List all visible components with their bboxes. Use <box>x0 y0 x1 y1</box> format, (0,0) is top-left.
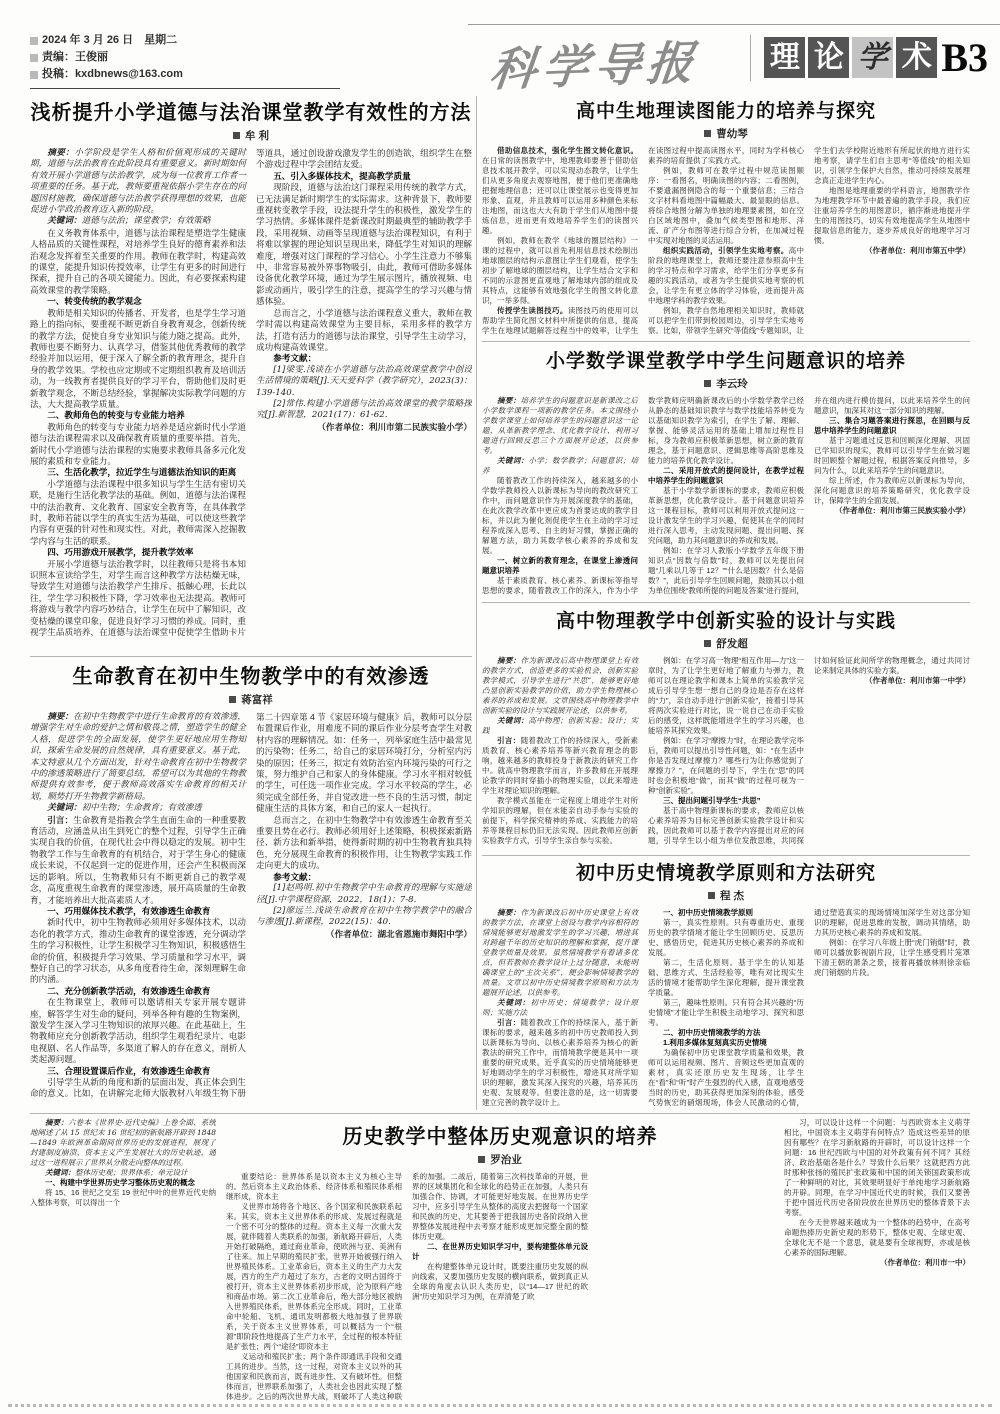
abstract-paragraph: 摘要：作为新课改后初中历史课堂上有效的教学方法，在课堂上创设与教学内容相符的情境能够更好地激发学生的学习兴趣，增进其对跨越千年的历史知识的理解和掌握，提升课堂教学质量及效果。虽然情境教学有着诸多优点，但若教师在教学设计上过分随意，未能明确课堂上的“主次关系”，便会影响情境教学的质量。文章以初中历史情境教学原则和方法为题展开论述，以供参考。 <box>482 908 639 997</box>
article-body <box>482 146 970 344</box>
bullet-square-icon <box>30 54 38 62</box>
section-char-box: 学 <box>852 37 893 78</box>
editor-text: 责编：王俊丽 <box>42 51 108 63</box>
abstract-paragraph: 摘要：六卷本《世界史·近代史编》上卷全面、系统地阐述了从 15 世纪末 16 世纪初的新航路开辟到 1848—1849 年欧洲革命期间世界历史的发展进程，展现了封建制度崩溃、资本主义产生发展壮大的历史轨迹，通过这一进程展示了世界从分散走向整体的过程。 <box>30 1118 216 1167</box>
article-body <box>482 396 970 602</box>
author-name: 程 杰 <box>720 890 744 902</box>
bullet-square-icon <box>30 71 38 79</box>
sub-section-heading: 1.利用多媒体复刻真实历史情境 <box>663 1038 767 1047</box>
body-paragraph: 在今天世界越来越成为一个整体的趋势中，在高考命题热捧历史新史观的形势下，整体史观、全球史观、全球化无不是一个意思，就是要有全球视野，亦或是核心素养的国际理解。 <box>784 1218 970 1257</box>
body-paragraph: 义运动和殖民扩张；两个条件即通讯手段和交通工具的进步。当然，这一过程，对资本主义以外的其他国家和民族而言，既有进步性、又有破坏性。但整体而言，世界联系加强了，人类社会也因此实现了整体进步。之后的两次世界大战，则破坏了人类这种联系的加强。二战后，随着第三次科技革命的开展，世界的区域集团化和全球化的趋势正在加强，人类只有加强合作、协调，才可能更好地发展。在世界历史学习中，应多引导学生从整体的高度去把握每一个国家和民族的历史，尤其要善于把我国历史各阶段纳入世界整体发展进程中去考察才能形成更加完整全面的整体历史观。 <box>226 1172 588 1401</box>
article-center <box>226 1118 774 1404</box>
section-heading: 一、构建中学世界历史学习整体历史观的概念 <box>45 1178 195 1187</box>
body-paragraph: 引言：随着教改工作的持续深入，受新素质教育、核心素养培养等新兴教育理念的影响，越来越多的教师投身于新教法的研究工作中。就高中物理教学而言，许多教师在开展理论教学的同时穿插小的物理实验，以此来增进学生对理论知识的理解。 <box>482 736 639 795</box>
author-name: 罗治业 <box>490 1154 522 1166</box>
article-biology-life-education <box>30 660 472 1110</box>
body-paragraph: 基于习题通过反思和回顾深化理解、巩固已学知识的现实，教师可以引导学生在做习题时回顾整个解题过程，根据答案反向推导，多问为什么，以此来培养学生的问题意识。 <box>814 436 970 475</box>
body-paragraph: 引导学生从新的角度和新的层面出发，真正体会到生命的意义。比如，在讲解完北师大版教材八年级生物下册第二十四章第 4 节《家居环境与健康》后，教师可以分层布置课后作业，用难度不同的课后作业分层考查学生对教材内容的理解情况。如：任务一，列举家庭生活中最常见的污染物；任务二，给自己的家居环境打分，分析室内污染的原因；任务三，拟定有效防治室内环境污染的可行之策，努力维护自己和家人的身体健康。学习水平相对较低的学生，可任选一项作业完成。学习水平较高的学生，必须完成全部任务，并自觉改进一些不良的生活习惯，制定健康生活的具体方案，和自己的家人一起执行。 <box>30 712 472 1099</box>
section-heading: 三、集合习题答案进行探思，在回顾与反思中培养学生的问题意识 <box>814 416 970 435</box>
body-paragraph: 地图是地理重要的学科语言，地图教学作为地理教学环节中最普遍的教学手段，我们应注重培养学生的用图意识，循序渐进地提升学生的用图技巧，切实有效地提高学生从地图中提取信息的能力，逐步养成良好的地理学习习惯。 <box>814 186 970 245</box>
article-title: 高中物理教学中创新实验的设计与实践 <box>555 611 896 632</box>
author-affiliation: （作者单位：利川市第三民族实验小学） <box>835 506 970 515</box>
body-paragraph: 开展小学道德与法治教学时，以往教师只是将书本知识照本宣读给学生，对学生而言这种教学方法枯燥无味，导致学生对道德与法治教学产生排斥、抵触心理，长此以往，学生学习积极性下降，学习效率也无法提高。教师可将游戏与教学内容巧妙结合，让学生在玩中了解知识，改变枯燥的课堂印象，促进良好学习习惯的养成。同时，重视学生品质培养，在道德与法治课堂中促使学生借助卡片等道具，通过创设游戏激发学生的创造欲，组织学生在整个游戏过程中学会团结友爱。 <box>30 148 472 638</box>
body-paragraph: 在构建整体单元设计时，既要注重历史发展的纵向线索，又要加强历史发展的横向联系，做到真正从全球的角度去认识人类历史，以“14—17 世纪的欧洲”历史知识学习为例，在弄清楚了欧 <box>412 1262 588 1301</box>
article-holistic-history-view <box>30 1118 970 1400</box>
submission-line <box>30 66 340 83</box>
body-paragraph: 例如：在学习人教版小学数学五年级下册知识点“因数与倍数”时，教师可以先提出问题“几乘以几等于 12？”“什么是因数？什么是倍数？”，此后引导学生回顾问题，鼓励其以小组为单位围绕“教师所提的问题及答案”进行提问，并在组内进行模仿提问，以此来培养学生的问题意识，加深其对这一部分知识的理解。 <box>648 396 970 595</box>
body-paragraph: 传授学生读图技巧。读图技巧的使用可以帮助学生简化图文材料中所提供的信息，提高学生在地理试题解答过程当中的效率，让学生在读图过程中提高读图水平，同时为学科核心素养的培育提供了实践方式。 <box>482 146 804 335</box>
body-paragraph: 例如：在学习八年级上册“虎门销烟”时，教师可以播放影视剧片段，让学生感受鸦片笼罩下清王朝的萧条之景，接着再播放林则徐亲临虎门销烟的片段。 <box>814 938 970 977</box>
body-paragraph: 随着教改工作的持续深入，越来越多的小学数学教师投入以新课标为导向的教改研究工作中，而问题意识作为开展深度教学的基础，在此次教学改革中更应成为首要达成的教学目标，并以此为催化剂促使学生在主动的学习过程养成深入思考、自主的好习惯，掌握正确的解题方法，助力其数学核心素养的养成和发展。 <box>482 476 638 555</box>
date-text: 2024 年 3 月 26 日 星期二 <box>42 34 178 46</box>
article-math-question-awareness <box>482 346 970 600</box>
keywords-line: 关键词：初中生物；生命教育；有效渗透 <box>47 803 202 814</box>
body-paragraph: 基于高中物理新课标的要求，教师应以核心素养培养为目标完善创新实验教学设计和实践，因此教师可以基于教学内容提出对应的问题，引导学生以小组为单位发散思维，共同探讨如何验证此间所学的物理概念，通过共同讨论来制定具体的实验方案。 <box>648 656 970 845</box>
article-divider <box>482 602 970 603</box>
body-paragraph: 组织实践活动，引领学生实地考察。高中阶段的地理课堂上，教师还要注意参照高中生的学习特点和学习需求，给学生们分享更多有趣的实践活动，或者为学生提供实地考察的机会，让学生有更立体的学习体验，进而提升高中地理学科的教学效果。 <box>648 246 805 305</box>
body-paragraph: 例如：在学习高一物理“相互作用—力”这一章时，为了让学生更好地了解重力与弹力，教师可以在理论教学和课本上简单的实验教学完成后引导学生想一想自己的身边是否存在这样的“力”，亲自动手进行“创新实验”，接着引导其将两次实验进行对比，说一说自己在动手实验后的感受，这样既能增进学生的学习兴趣，也能培养其探究效果。 <box>648 656 804 735</box>
bullet-square-icon <box>30 37 38 45</box>
body-paragraph: 为确保初中历史课堂教学质量和效果，教师可以运用视频、图片、音频这些更加直观的素材，真实还原历史发生现场，让学生在“看”和“听”时产生强烈的代入感，直观地感受当时的历史，助其获得更加深刻的体验，感受气势恢宏的硝烟现场，体会人民激动的心情，通过塑造真实的现场情境加深学生对这部分知识的理解，促进思维的发散，调动其情绪，助力其历史核心素养的养成和发展。 <box>648 908 970 1107</box>
body-paragraph: 在义务教育体系中，道德与法治课程是塑造学生健康人格品质的关键性课程，对培养学生良好的德育素养和法治观念发挥着至关重要的作用。教师在教学时，构建高效的课堂，能提升知识传授效率，让学生有更多的时间进行探索，提升自己的各项关键能力。因此，有必要探索构建高效课堂的教学策略。 <box>30 227 246 295</box>
body-paragraph: 第一，真实性原则。只有尊重历史、重现历史的教学情境才能让学生回顾历史、反思历史、感悟历史，促进其历史核心素养的养成和发展。 <box>648 918 804 957</box>
section-heading: 四、巧用游戏开展教学，提升教学效率 <box>47 547 194 558</box>
author-affiliation: （作者单位：利川市第五中学） <box>865 246 970 255</box>
author-square-icon <box>704 380 711 387</box>
submission-email-text: 投稿：kxdbnews@163.com <box>42 68 183 80</box>
body-paragraph: 总而言之，小学道德与法治课程意义重大，教师在教学时需以构建高效课堂为主要目标，采用多样的教学方法，打造有活力的道德与法治课堂，引导学生主动学习，成功构建高效课堂。 <box>256 307 472 352</box>
header-meta <box>30 32 340 89</box>
article-physics-innovative-experiments <box>482 606 970 853</box>
article-moral-law-classroom <box>30 96 472 654</box>
article-author <box>482 888 970 903</box>
references-heading: 参考文献： <box>273 353 317 364</box>
reference-item: [2]常伟.构建小学道德与法治高效课堂的教学策略探究[J].新智慧，2021(17)：61-62. <box>256 398 472 421</box>
abstract-paragraph: 摘要：在初中生物教学中进行生命教育的有效渗透，增强学生对生命的爱护之情和敬畏之情，塑造学生的健全人格，促进学生的全面发展，使学生更好地应用生物知识，探索生命发展的自然规律，具有重要意义。基于此，本文特意从几个方面出发，针对生命教育在初中生物教学中的渗透策略进行了简要总结，希望可以为其他的生物教师提供有效参考，便于教师高效落实生命教育的相关计划，顺势打开生物教学新格局。 <box>30 712 246 802</box>
body-paragraph: 教师是相关知识的传播者、开发者，也是学生学习道路上的指向标，要重视不断更新自身教育观念，创新传统的教学方法，促使自身专业知识与能力随之提高。此外，教师也要不断努力、认真学习，借鉴其他优秀教师的教学经验并加以运用，便于深入了解全新的教育理念，提升自身的教学效果。学校也应定期或不定期组织教育及培训活动，为一线教育者提供良好的学习平台，帮助他们及时更新教学观念，不断总结经验，掌握解决实际教学问题的方法，大大提高教学质量。 <box>30 307 246 409</box>
newspaper-masthead: 科学导报 <box>487 35 702 97</box>
author-square-icon <box>704 640 711 647</box>
article-author <box>482 126 970 141</box>
article-body <box>482 908 970 1114</box>
keywords-line: 关键词：初中历史；情境教学；设计原则；实施方法 <box>482 998 638 1017</box>
article-body <box>482 656 970 857</box>
article-title: 历史教学中整体历史观意识的培养 <box>342 1126 658 1148</box>
body-paragraph: 例如，教学自然地理相关知识时，教师就可以把学生们带到校园周边，引导学生实地考察。比如，带领学生研究“等值线”专题知识，让学生们去学校附近地形有所起伏的地方进行实地考察，请学生们自主思考“等值线”的相关知识，引领学生保护大自然，推动可持续发展理念真正走进学生内心。 <box>648 146 970 335</box>
author-square-icon <box>233 132 240 139</box>
section-heading: 二、教师角色的转变与专业能力培养 <box>47 410 185 421</box>
section-heading: 二、在世界历史知识学习中，要构建整体单元设计 <box>412 1242 588 1261</box>
references-heading: 参考文献： <box>273 871 317 882</box>
article-title: 高中生地理读图能力的培养与探究 <box>575 101 876 122</box>
author-affiliation: （作者单位：利川市第二民族实验小学） <box>317 421 472 432</box>
body-paragraph: 引言：生命教育是指教会学生直面生命的一种重要教育活动，应涵盖从出生到死亡的整个过程，引导学生正确实现自我的价值，在现代社会中得以稳定的发展。初中生物教学工作与生命教育的有机结合，对于学生身心的健康成长来说，不仅起到一定的促进作用，还会产生积极而深远的影响。所以，生物教师只有不断更新自己的教学观念，高度重视生命教育的课堂渗透，展开高质量的生命教育，才能培养出大批高素质人才。 <box>30 814 246 905</box>
body-paragraph: 教学模式虽能在一定程度上增进学生对所学知识的理解，但在未能亲自动手参与实验的前提下，科学探究精神的养成、实践能力的培养等课程目标仍旧无法实现。因此教师应创新实验教学方式，引导学生亲自参与实验。 <box>482 796 638 845</box>
body-paragraph: 基于素质教育、核心素养、新课标等指导思想的要求，随着教改工作的深入，作为小学数学教师应明确新课改后的小学数学教学已经从静态的基础知识教学与数学技能培养转变为以基础知识教学为索引，在学生了解、理解、掌握、能够灵活运用的基础上增加过程性目标，身为教师应积极革新思想，树立新的教育理念，基于问题意识、逻辑思维等高阶思维及能力的培养优化教学设计。 <box>482 396 804 595</box>
section-char-box: 论 <box>808 37 849 78</box>
column-divider-vertical <box>476 96 477 1110</box>
article-body <box>226 1172 774 1404</box>
section-heading: 一、初中历史情境教学原则 <box>663 908 753 917</box>
abstract-paragraph: 摘要：培养学生的问题意识是新课改之后小学数学课程一项新的教学任务。本文围绕小学数学课堂上如何培养学生的问题意识这一论题，从革新教学理念、优化教学设计、利用习题进行回顾反思三个方面展开论述，以供参考。 <box>482 396 639 455</box>
author-name: 李云玲 <box>716 378 748 390</box>
body-paragraph: 将 15、16 世纪之交至 19 世纪中叶的世界近代史纳入整体考察，可以得出一个 <box>30 1188 216 1207</box>
author-affiliation: （作者单位：利川市第一中学） <box>865 676 970 685</box>
section-heading: 三、生活化教学，拉近学生与道德法治知识的距离 <box>47 467 237 478</box>
keywords-line: 关键词：整体历史观；世界体系；单元设计 <box>45 1168 188 1177</box>
section-char-box: 理 <box>764 37 805 78</box>
section-banner <box>750 34 988 81</box>
page-number: B3 <box>941 35 988 80</box>
body-paragraph: 借助信息技术，强化学生图文转化意识。在日常的读图教学中，地理教师要善于借助信息技术展开教学，可以实现动态教学，让学生们从更多角度去观察地图，便于他们更准确地把握地理信息；还可以让课堂展示也变得更加形象、直观，并且教师可以运用多种颜色来标注地图，而这也大大有助于学生们从地图中提炼信息，进而更有效地培养学生们的读图兴趣。 <box>482 146 638 235</box>
article-geography-map-reading <box>482 96 970 340</box>
body-paragraph: 总而言之，在初中生物教学中有效渗透生命教育至关重要且势在必行。教师必须用好上述策略，积极探索新路径、新方法和新举措，使得新时期的初中生物教育独具特色，充分展现生命教育的积极作用，让生物教学实践工作走向更大的成功。 <box>256 814 472 871</box>
section-heading: 二、初中历史情境教学的方法 <box>663 1028 761 1037</box>
author-name: 牟 利 <box>245 130 269 142</box>
section-heading: 二、采用开放式的提问设计，在教学过程中培养学生的问题意识 <box>648 466 804 485</box>
body-paragraph: 综上所述，作为教师应以新课标为导向，深化问题意识的培养策略研究，优化教学设计，保障学生的全面发展。 <box>814 476 970 505</box>
author-name: 蒋富祥 <box>241 694 273 706</box>
keywords-line: 关键词：道德与法治；课堂教学；有效策略 <box>47 216 211 227</box>
reference-item: [1]梁雯.浅谈在小学道德与法治高效课堂教学中创设生活情境的策略[J].天天爱科学（教学研究），2023(3)：139-140. <box>256 364 472 398</box>
bottom-ornament-rule <box>8 1404 992 1407</box>
article-author <box>226 1152 774 1167</box>
body-paragraph: 第三，趣味性原则。只有符合其兴趣的“历史情境”才能让学生积极主动地学习、探究和思考。 <box>648 998 804 1027</box>
article-title: 小学数学课堂教学中学生问题意识的培养 <box>545 351 906 372</box>
body-paragraph: 第二，生活化原则。基于学生的认知基础、思维方式、生活经验等，唯有对比现实生活的情境才能帮助学生深化理解，提升课堂教学质量。 <box>648 958 804 997</box>
article-title: 浅析提升小学道德与法治课堂教学有效性的方法 <box>30 102 472 124</box>
section-heading: 五、引入多媒体技术，提高教学质量 <box>273 170 411 181</box>
date-line <box>30 32 340 49</box>
author-affiliation: （作者单位：利川市一中） <box>880 1258 970 1267</box>
section-char-box: 术 <box>896 37 937 78</box>
section-heading: 一、巧用媒体技术教学，有效渗透生命教育 <box>47 905 211 916</box>
keywords-line: 关键词：高中物理；创新实验；设计；实践 <box>482 716 639 735</box>
article-title: 初中历史情境教学原则和方法研究 <box>575 863 876 884</box>
author-name: 曹幼琴 <box>716 128 748 140</box>
article-body <box>30 712 472 1110</box>
editor-line <box>30 49 340 66</box>
body-paragraph: 义世界市场将各个地区、各个国家和民族联系起来。其实，资本主义世界体系的形成、发展过程就是一个密不可分的整体的过程。资本主义每一次重大发展，就伴随着人类联系的加强，新航路开辟后，人类开始打破隔绝，通过商业革命，使欧洲与亚、美洲有了往来。加上早期的殖民扩张，世界开始被强行纳入世界殖民体系。工业革命后，资本主义的生产力大发展，西方的生产力超过了东方，古老的文明古国终于被打开，资本主义世界体系初步形成，沦为原料产地和商品市场。第二次工业革命后，绝大部分地区被纳入世界殖民体系，世界体系完全形成。同时，工业革命中轮船、飞机、通讯发明都极大地加强了世界联系，关于资本主义世界体系，可以概括为一个“根源”即阶段性地提高了生产力水平，全过程的根本特征是扩张性；两个“途径”即资本主 <box>226 1202 402 1351</box>
body-paragraph: 小学道德与法治课程中很多知识与学生生活有密切关联，是施行生活化教学法的基础。例如，道德与法治课程中的法治教育、文化教育、国家安全教育等，在具体教学时，教师若能以学生的真实生活为基础，可以使这些教学内容有更强的针对性和现实性。对此，教师需深入挖掘教学内容与生活的联系。 <box>30 478 246 546</box>
body-paragraph: 基于小学数学新课标的要求，教师应积极革新思想，优化教学设计。基于问题意识培养这一课程目标，教师可以利用开放式提问这一设计激发学生的学习兴趣，促使其在学的同时进行深入思考，主动发现问题、提出问题、探究问题，助力其问题意识的养成和发展。 <box>648 486 804 545</box>
body-paragraph: 重要结论：世界体系是以资本主义为核心主导的。然后资本主义政治体系、经济体系和殖民体系相继形成，资本主 <box>226 1172 402 1201</box>
article-left-column <box>30 1118 216 1400</box>
article-author <box>30 128 472 143</box>
reference-item: [1]赵鸣明.初中生物教学中生命教育的理解与实施途径[J].中学课程资源，2022，18(1)：7-8. <box>256 883 472 905</box>
article-divider <box>30 656 472 657</box>
article-body <box>30 148 472 656</box>
section-heading: 二、充分创新教学活动，有效渗透生命教育 <box>47 985 211 996</box>
author-square-icon <box>478 1156 485 1163</box>
section-heading: 一、转变传统的教学观念 <box>47 296 142 307</box>
article-author <box>482 636 970 651</box>
article-right-column <box>784 1118 970 1400</box>
body-paragraph: 教师角色的转变与专业能力培养是适应新时代小学道德与法治课程需求以及确保教育质量的重要举措。首先，新时代小学道德与法治课程的实施要求教师具备多元化发展的素质和专业能力。 <box>30 421 246 466</box>
article-author <box>482 376 970 391</box>
body-paragraph: 例如：在学习“摩擦力”时，在理论教学完毕后，教师可以提出引导性问题，如：“在生活中你是否发现过摩擦力？哪些行为让你感觉到了摩擦力？”，在问题的引导下，学生在“思”的同时也会积极地“做”，而其“做”的过程可视为一种“创新实验”。 <box>648 736 804 795</box>
body-paragraph: 引言：随着教改工作的持续深入，基于新课标的要求，越来越多的初中历史教师投入到以新课标为导向、以核心素养培养为核心的新教法的研究工作中，而情境教学便是其中一项重要的研究成果。近乎真实的历史情境能够更好地调动学生的学习积极性，增进其对所学知识的理解，激发其深入探究的兴趣，培养其历史观、发展观等。但要注意的是，这一切需要建立完善的教学设计上。 <box>482 1018 639 1107</box>
body-paragraph: 在生物课堂上，教师可以邀请相关专家开展专题讲座，解答学生对生命的疑问，列举各种有趣的生物案例，激发学生深入学习生物知识的浓厚兴趣。在此基础上，生物教师应充分创新教学活动，组织学生观看纪录片、电影电视剧、名人作品等，多渠道了解人的存在意义，剖析人类起源问题。 <box>30 997 246 1065</box>
author-square-icon <box>229 696 236 703</box>
section-divider-bar <box>750 35 751 81</box>
abstract-paragraph: 摘要：作为新课改后高中物理课堂上有效的教学方式，创造更多的实验机会，创新实验教学模式，引导学生进行“共思”，能够更好地凸显创新实验教学的价值，助力学生物理核心素养的养成和发展。文章围绕高中物理教学中创新实验的设计与实践展开论述，以供参考。 <box>482 656 639 715</box>
article-history-situational-teaching <box>482 858 970 1110</box>
section-heading: 三、提出问题引导学生“共思” <box>663 796 761 805</box>
author-square-icon <box>708 892 715 899</box>
body-paragraph: 例如，教师在教学《地球的圈层结构》一课的过程中，就可以首先利用信息技术绘制出地球圈层的结构示意图让学生们观看，使学生初步了解地球的圈层结构，让学生结合文字和不同的示意图更直观地了解地球内部的组成及其特点，这能够有效地强化学生的图文转化意识，一举多得。 <box>482 236 638 305</box>
body-paragraph: 新时代中，初中生物教师必须用好多媒体技术，以动态化的教学方式，推动生命教育的课堂渗透，充分调动学生的学习积极性，让学生积极学习生物知识，积极感悟生命的价值，积极提升学习效果、学习质量和学习水平，调整好自己的学习状态，从多角度看待生命，深刻理解生命的内涵。 <box>30 917 246 985</box>
reference-item: [2]廖远兰.浅谈生命教育在初中生物学教学中的融合与渗透[J].新课程，2022(15)：40. <box>256 905 472 928</box>
article-title: 生命教育在初中生物教学中的有效渗透 <box>72 666 430 688</box>
author-affiliation: （作者单位：湖北省恩施市舞阳中学） <box>325 928 472 939</box>
abstract-paragraph: 摘要：小学阶段是学生人格和价值观形成的关键时期，道德与法治教育在此阶段具有重要意义。新时期如何有效开展小学道德与法治教学，成为每一位教育工作者一项重要的任务。基于此，教师要重视依据小学生存在的问题因材施教，确保道德与法治教学获得理想的效果，也能促进小学政治教育迈入新的阶段。 <box>30 148 246 216</box>
article-author <box>30 692 472 707</box>
body-paragraph: 例如，教师可在教学过程中规范读图顺序：一看图名，明确读图的内容；二看图例，不要遗漏图例隐含的每一个重要信息；三结合文字材料看地图中篇幅最大、最显眼的信息。将综合地图分解为单独的地理要素图，如在空白区域地图中，叠加气候类型图和地形、洋流、矿产分布图等进行综合分析，在加减过程中实现对地图的灵活运用。 <box>648 166 804 245</box>
section-heading: 一、树立新的教育理念，在课堂上渗透问题意识培养 <box>482 556 638 575</box>
author-square-icon <box>704 130 711 137</box>
section-heading: 三、合理设置课后作业，有效渗透生命教育 <box>47 1065 211 1076</box>
body-paragraph: 现阶段，道德与法治这门课程采用传统的教学方式，已无法满足新时期学生的实际需求。这种背景下，教师要重视转变教学手段，设法提升学生的积极性，激发学生的学习热情。多媒体课件是新课改时期最典型的辅助教学手段，采用视频、动画等呈现道德与法治课程知识，有利于将难以掌握的理论知识呈现出来，降低学生对知识的理解难度，增强对这门课程的学习信心。小学生注意力不够集中，非常容易被外界事物吸引，由此，教师可借助多媒体设备优化教学环境，通过为学生展示图片，播放视频、电影或动画片，吸引学生的注意，提高学生的学习兴趣与情感体验。 <box>256 182 472 307</box>
keywords-line: 关键词：小学；数学教学；问题意识；培养 <box>482 456 639 475</box>
body-paragraph: 习，可以设计这样一个问题：与西欧资本主义萌芽相比，中国资本主义萌芽有何特点？造成这些差异的原因有哪些？在学习新航路的开辟时，可以设计这样一个问题：16 世纪西欧与中国的对外政策有何不同？其经济、政治基础各是什么？导致什么后果？这就把西方此时那种张扬的殖民扩张政策和中国的闭关锁国政策形成了一种鲜明的对比，其效果明显好于单纯地学习新航路的开辟。同理，在学习中国近代史的时候，我们又要善于把中国近代历史各阶段放在世界历史的整体背景下去考察。 <box>784 1118 970 1217</box>
author-name: 舒发超 <box>716 638 748 650</box>
